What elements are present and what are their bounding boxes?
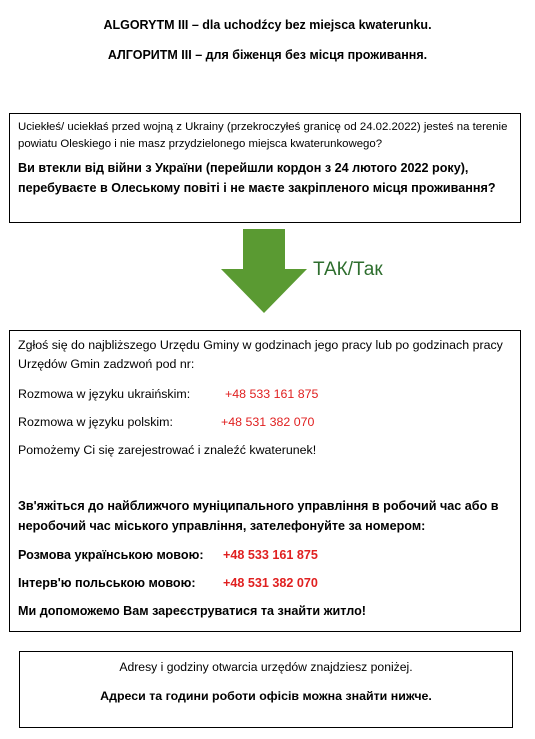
instruction-box xyxy=(9,330,521,632)
contact-label: Rozmowa w języku polskim: xyxy=(18,415,173,429)
instruction-closing-pl: Pomożemy Ci się zarejestrować i znaleźć kwaterunek! xyxy=(18,443,317,457)
instruction-intro-pl: Zgłoś się do najbliższego Urzędu Gminy w godzinach jego pracy lub po godzinach pracy Urzędów Gmin zadzwoń pod nr: xyxy=(18,338,503,371)
contact-row xyxy=(18,546,512,565)
instruction-closing-ua: Ми допоможемо Вам зареєструватися та знайти житло! xyxy=(18,604,366,618)
question-box xyxy=(9,113,521,223)
footer-box xyxy=(19,651,513,728)
contact-label: Розмова українською мовою: xyxy=(18,548,204,562)
phone-number: +48 533 161 875 xyxy=(223,548,318,562)
contact-label: Rozmowa w języku ukraińskim: xyxy=(18,387,191,401)
phone-number: +48 533 161 875 xyxy=(225,387,319,401)
question-text-pl: Uciekłeś/ uciekłaś przed wojną z Ukrainy (przekroczyłeś granicę od 24.02.2022) jesteś na terenie powiatu Oleskiego i nie masz przydzielonego miejsca kwaterunkowego? xyxy=(18,121,508,150)
contact-row xyxy=(18,385,512,404)
phone-number: +48 531 382 070 xyxy=(223,576,318,590)
footer-text-pl: Adresy i godziny otwarcia urzędów znajdziesz poniżej. xyxy=(119,660,413,674)
page-title-pl: ALGORYTM III – dla uchodźcy bez miejsca kwaterunku. xyxy=(103,18,432,32)
contact-row xyxy=(18,413,512,432)
answer-label: ТАК/Так xyxy=(313,259,383,280)
instruction-intro-ua: Зв'яжіться до найближчого муніципального управління в робочий час або в неробочий час міського управління, зателефонуйте за номером: xyxy=(18,499,499,533)
contact-row xyxy=(18,574,512,593)
page-title-ua: АЛГОРИТМ III – для біженця без місця проживання. xyxy=(107,48,428,62)
question-text-ua: Ви втекли від війни з України (перейшли кордон з 24 лютого 2022 року), перебуваєте в Олеському повіті і не маєте закріпленого місця проживання? xyxy=(18,161,496,195)
contact-label: Інтерв'ю польською мовою: xyxy=(18,576,196,590)
down-arrow-icon xyxy=(221,229,307,313)
footer-text-ua: Адреси та години роботи офісів можна знайти нижче. xyxy=(100,689,432,703)
phone-number: +48 531 382 070 xyxy=(221,415,315,429)
